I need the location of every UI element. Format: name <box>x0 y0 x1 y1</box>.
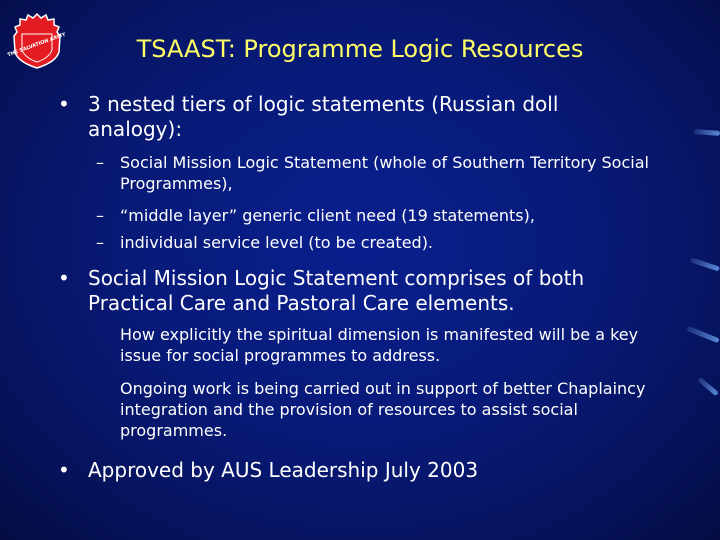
bullet-2-text: Social Mission Logic Statement comprises of both Practical Care and Pastoral Care elements. <box>88 266 585 315</box>
bullet-marker: • <box>58 458 70 482</box>
decorative-streak <box>694 129 720 136</box>
dash-marker: – <box>96 206 104 225</box>
dash-marker: – <box>96 233 104 252</box>
subitem-2-text: “middle layer” generic client need (19 statements), <box>120 206 535 225</box>
dash-marker: – <box>96 153 104 172</box>
bullet-1-text: 3 nested tiers of logic statements (Russian doll analogy): <box>88 92 559 141</box>
note-1: How explicitly the spiritual dimension is manifested will be a key issue for social programmes to address. <box>120 325 639 365</box>
decorative-streak <box>690 257 720 271</box>
bullet-marker: • <box>58 92 70 116</box>
bullet-3-text: Approved by AUS Leadership July 2003 <box>88 458 479 482</box>
subitem-1-text: Social Mission Logic Statement (whole of Southern Territory Social Programmes), <box>120 153 649 193</box>
subitem-3-text: individual service level (to be created). <box>120 233 434 252</box>
salvation-army-shield-logo <box>6 12 67 70</box>
logo-text: THE SALVATION ARMY <box>6 31 67 59</box>
decorative-streak <box>697 377 719 396</box>
slide-title: TSAAST: Programme Logic Resources <box>136 35 584 63</box>
decorative-streak <box>686 326 719 343</box>
bullet-marker: • <box>58 266 70 290</box>
note-2: Ongoing work is being carried out in support of better Chaplaincy integration and the provision of resources to assist social programmes. <box>120 379 646 440</box>
